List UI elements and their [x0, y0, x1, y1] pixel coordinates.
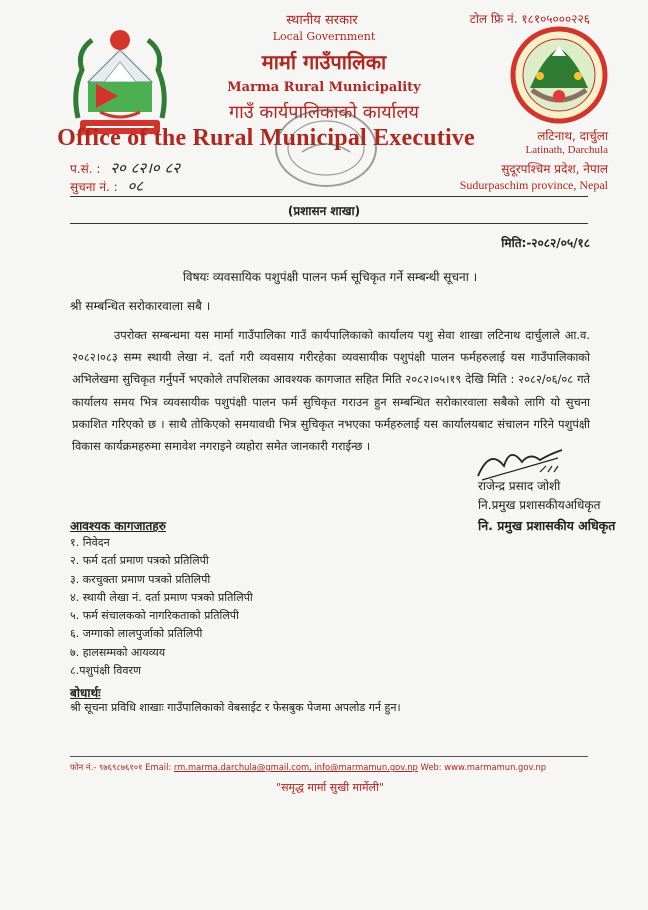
municipality-name-en: Marma Rural Municipality [227, 80, 421, 95]
list-item: २. फर्म दर्ता प्रमाण पत्रको प्रतिलिपी [70, 554, 209, 568]
footer-divider [70, 756, 588, 757]
footer-web[interactable]: Web: www.marmamun.gov.np [420, 762, 547, 772]
bodhartha-text: श्री सूचना प्रविधि शाखाः गाउँपालिकाको वेबसाईट र फेसबुक पेजमा अपलोड गर्न हुन। [70, 701, 401, 714]
notice-body [72, 324, 590, 457]
documents-heading: आवश्यक कागजातहरु [70, 519, 166, 533]
notice-date: मिति:-२०८२/०५/१८ [501, 236, 590, 250]
salutation: श्री सम्बन्धित सरोकारवाला सबै । [70, 299, 211, 313]
office-name-en: Office of the Rural Municipal Executive [57, 125, 475, 151]
list-item: ४. स्थायी लेखा नं. दर्ता प्रमाण पत्रको प्रतिलिपी [70, 590, 253, 604]
reference-label: प.सं. : [70, 162, 101, 176]
government-label-en: Local Government [272, 30, 376, 43]
office-stamp-icon [272, 106, 380, 190]
reference-value: २० ८२।० ८२ [110, 159, 181, 177]
footer-contact [70, 762, 546, 773]
province-en: Sudurpaschim province, Nepal [459, 178, 608, 192]
divider-bottom [70, 223, 588, 224]
branch-label: (प्रशासन शाखा) [287, 204, 361, 218]
list-item: ७. हालसम्मको आयव्यय [70, 645, 166, 659]
divider-top [70, 196, 588, 197]
list-item: ६. जग्गाको लालपुर्जाको प्रतिलिपी [70, 627, 203, 641]
signer-name: राजेन्द्र प्रसाद जोशी [478, 479, 561, 493]
list-item: ५. फर्म संचालकको नागरिकताको प्रतिलिपी [70, 609, 239, 623]
list-item: १. निवेदन [70, 536, 110, 549]
footer-phone: फोन नं.- ९७६९८७६१०१ [70, 762, 143, 772]
signer-title: नि.प्रमुख प्रशासकीयअधिकृत [478, 498, 601, 512]
government-label-np: स्थानीय सरकार [286, 13, 358, 28]
reference-number [70, 158, 180, 178]
notice-subject: विषयः व्यवसायिक पशुपंक्षी पालन फर्म सूचिकृत गर्ने सम्बन्धी सूचना । [182, 270, 478, 284]
serial-label: सुचना नं. : [70, 180, 118, 194]
signer-stamp: नि. प्रमुख प्रशासकीय अधिकृत [478, 518, 616, 533]
footer-slogan: "समृद्ध मार्मा सुखी मार्मेली" [276, 781, 384, 794]
municipality-name-np: मार्मा गाउँपालिका [261, 50, 387, 74]
notice-body-text: उपरोक्त सम्बन्धमा यस मार्मा गाउँपालिका गाउँ कार्यपालिकाको कार्यालय पशु सेवा शाखा लटिनाथ दार्चुलाले आ.व. २०८२।०८३ सम्म स्थायी लेखा नं. दर्ता गरी व्यवसाय गरीरहेका व्यवसायीक पशुपंक्षी पालन फर्महरुलाई यस गाउँपालिकाको अभिलेखमा सुचिकृत गर्नुपर्ने भएकोले तपशिलका आवश्यक कागजात सहित मिति २०८२।०५।१९ देखि मिति : २०८२/०६/०८ गते कार्यालय समय भित्र व्यवसायीक पशुपंक्षी पालन फर्म सुचिकृत गराउन हुन सम्बन्धित सरोकारवाला सबैको लागि यो सुचना प्रकाशित गरिएको छ । साथै तोकिएको समयावधी भित्र सुचिकृत नभएका फर्महरुलाई यस कार्यालयबाट संचालन गरिने पशुपंक्षी विकास कार्यक्रमहरुमा समावेश नगराइने व्यहोरा समेत जानकारी गराईन्छ । [72, 328, 590, 454]
documents-list [70, 534, 253, 680]
list-item: ८.पशुपंक्षी विवरण [70, 664, 141, 678]
office-name-np: गाउँ कार्यपालिकाको कार्यालय [229, 102, 419, 123]
address-en: Latinath, Darchula [525, 144, 608, 156]
footer-email-label: Email: [145, 762, 172, 772]
notice-serial [70, 176, 143, 196]
address-np: लटिनाथ, दार्चुला [537, 129, 608, 143]
bodhartha-heading: बोधार्थः [70, 686, 101, 700]
province-np: सुदूरपश्चिम प्रदेश, नेपाल [501, 162, 608, 176]
toll-free-number: टोल फ्रि नं. १८१०५०००२२६ [469, 12, 590, 26]
footer-email-link[interactable]: rm.marma.darchula@gmail.com, info@marmamun.gov.np [173, 762, 418, 772]
serial-value: ०८ [127, 177, 144, 195]
list-item: ३. करचुक्ता प्रमाण पत्रको प्रतिलिपी [70, 572, 211, 586]
